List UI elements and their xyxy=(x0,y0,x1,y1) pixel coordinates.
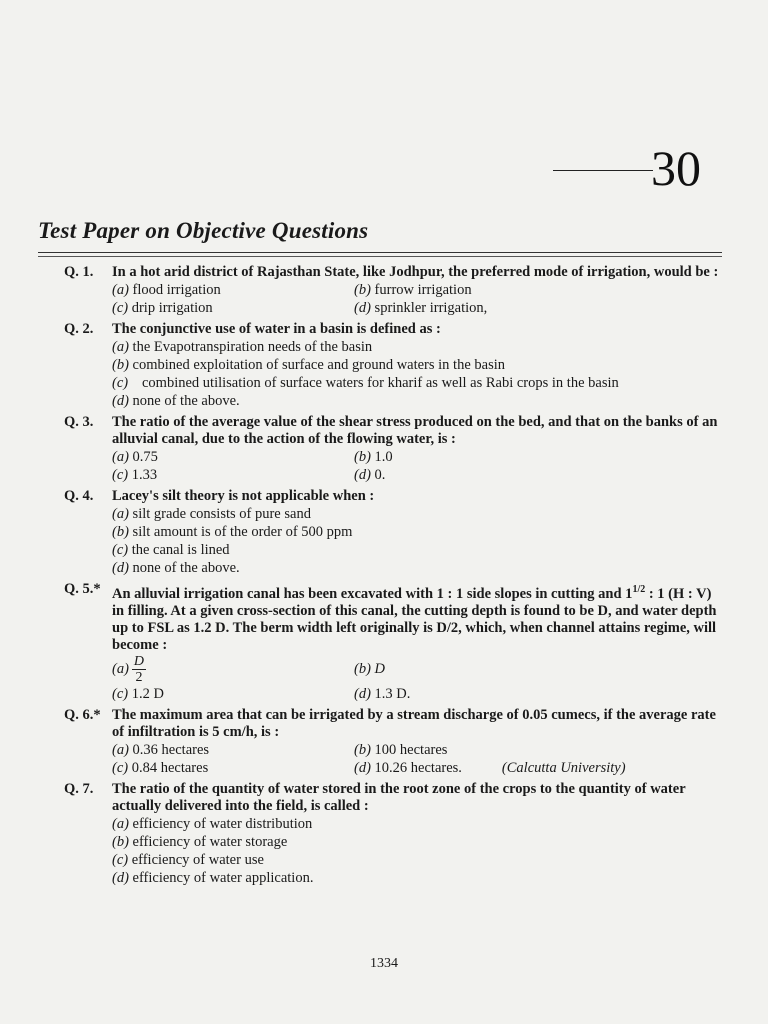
option-a: (a) 0.36 hectares xyxy=(112,741,210,758)
question-text: In a hot arid district of Rajasthan State, like Jodhpur, the preferred mode of irrigation, would be : xyxy=(112,264,719,280)
page-number: 1334 xyxy=(370,956,398,971)
option-c: (c) 1.33 xyxy=(112,467,158,483)
option-d: (d) sprinkler irrigation, xyxy=(354,300,488,316)
option-d: (d) none of the above. xyxy=(112,393,240,409)
title-divider xyxy=(38,252,722,253)
option-d: (d) 10.26 hectares. (Calcutta University) xyxy=(354,759,626,776)
chapter-rule xyxy=(553,170,653,171)
question-2: Q. 2. The conjunctive use of water in a basin is defined as : (a) the Evapotranspiration needs of the basin (b) combined exploitation of surface and ground waters in the basin (c) combined utilisation of surface waters for kharif as well as Rabi crops in the basin (d) none of the above. xyxy=(64,321,724,410)
question-number: Q. 1. xyxy=(64,264,94,280)
question-number: Q. 7. xyxy=(64,780,94,797)
option-b: (b) 1.0 xyxy=(354,449,393,465)
option-c: combined utilisation of surface waters for kharif as well as Rabi crops in the basin xyxy=(142,375,619,391)
option-c: (c) the canal is lined xyxy=(112,542,230,558)
question-text: The ratio of the average value of the shear stress produced on the bed, and that on the banks of an alluvial canal, due to the action of the flowing water, is : xyxy=(112,414,718,447)
question-list xyxy=(64,264,724,891)
option-c: (c) efficiency of water use xyxy=(112,851,264,868)
question-text: An alluvial irrigation canal has been excavated with 1 : 1 side slopes in cutting and $1^{1/2}$ : 1 (H : V) in filling. At a given cross-section of this canal, the cutting depth is found to be D, and water depth up to FSL as 1.2 D. The berm width left originally is D/2, which, when channel attains regime, will become : xyxy=(112,584,717,653)
option-b: (b) furrow irrigation xyxy=(354,282,472,298)
question-6 xyxy=(64,707,724,777)
chapter-number: 30 xyxy=(651,140,701,196)
question-text: The ratio of the quantity of water stored in the root zone of the crops to the quantity of water actually delivered into the field, is called : xyxy=(112,780,686,814)
question-text: Lacey's silt theory is not applicable when : xyxy=(112,488,375,504)
question-number: Q. 3. xyxy=(64,414,94,430)
option-b: (b) 100 hectares xyxy=(354,741,448,758)
option-d: (d) 0. xyxy=(354,467,386,483)
option-b: (b) D xyxy=(354,661,386,678)
option-c: (c) drip irrigation xyxy=(112,300,213,316)
option-d: (d) none of the above. xyxy=(112,560,240,576)
option-d: (d) efficiency of water application. xyxy=(112,869,314,886)
option-b: (b) combined exploitation of surface and ground waters in the basin xyxy=(112,357,506,373)
option-c: (c) 0.84 hectares xyxy=(112,759,209,776)
chapter-number-block xyxy=(553,138,723,198)
question-7 xyxy=(64,781,724,887)
option-b: (b) efficiency of water storage xyxy=(112,833,288,850)
question-number: Q. 6.* xyxy=(64,706,101,723)
option-a: (a) the Evapotranspiration needs of the basin xyxy=(112,339,373,355)
question-number: Q. 2. xyxy=(64,321,94,337)
title-divider-secondary xyxy=(38,256,722,257)
citation: (Calcutta University) xyxy=(501,759,626,776)
option-b: (b) silt amount is of the order of 500 ppm xyxy=(112,524,353,540)
question-number: Q. 4. xyxy=(64,488,94,504)
option-a: (a) 0.75 xyxy=(112,449,158,465)
question-5 xyxy=(64,581,724,703)
question-3 xyxy=(64,414,724,484)
option-a: (a) efficiency of water distribution xyxy=(112,815,313,832)
question-4 xyxy=(64,488,724,577)
option-d: (d) 1.3 D. xyxy=(354,685,411,702)
question-number: Q. 5.* xyxy=(64,581,101,597)
question-1 xyxy=(64,264,724,317)
option-a: (a) $\frac{D}{2}$ xyxy=(112,653,145,685)
page-title: Test Paper on Objective Questions xyxy=(38,218,369,243)
option-a: (a) silt grade consists of pure sand xyxy=(112,506,311,522)
question-text: The conjunctive use of water in a basin is defined as : xyxy=(112,321,441,337)
option-a: (a) flood irrigation xyxy=(112,282,221,298)
question-text: The maximum area that can be irrigated by a stream discharge of 0.05 cumecs, if the average rate of infiltration is 5 cm/h, is : xyxy=(112,706,716,740)
option-c: (c) 1.2 D xyxy=(112,685,164,702)
